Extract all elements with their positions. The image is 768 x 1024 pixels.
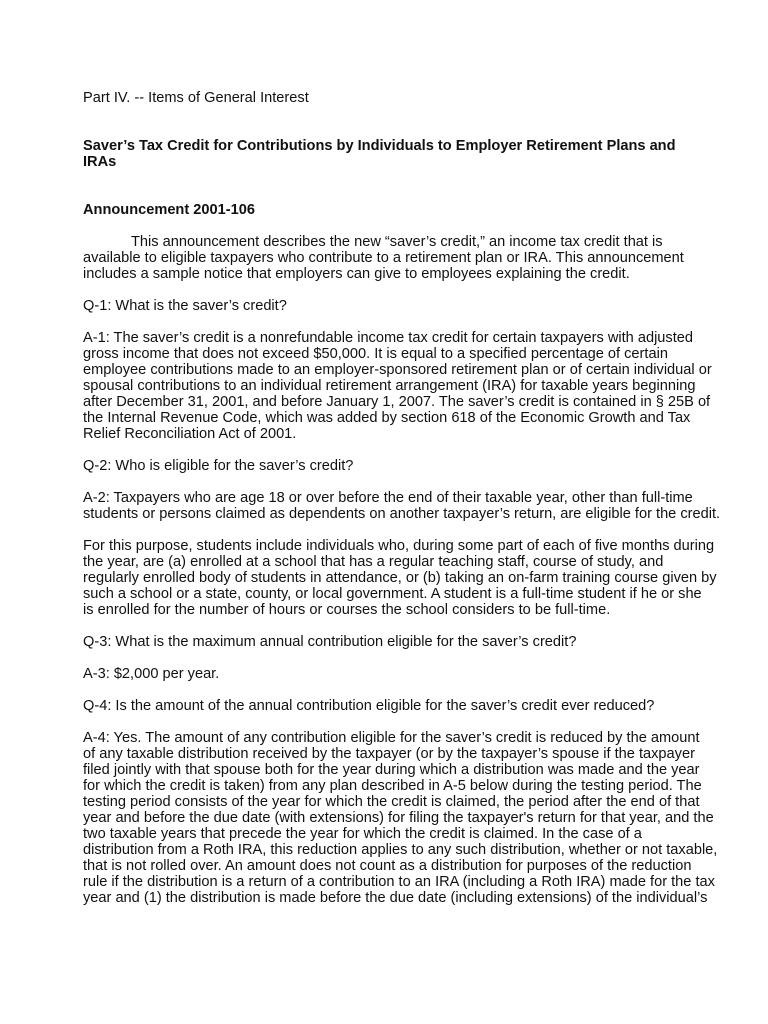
- answer-line: the Internal Revenue Code, which was added by section 618 of the Economic Growth and Tax: [83, 410, 691, 426]
- answer-line: students or persons claimed as dependents on another taxpayer’s return, are eligible for the credit.: [83, 506, 721, 522]
- paragraph-line: regularly enrolled body of students in attendance, or (b) taking an on-farm training course given by: [83, 570, 717, 586]
- intro-line: This announcement describes the new “saver’s credit,” an income tax credit that is: [131, 234, 663, 250]
- answer-line: year and (1) the distribution is made before the due date (including extensions) of the individual’s: [83, 890, 708, 906]
- answer-line: for which the credit is taken) from any plan described in A-5 below during the testing period. The: [83, 778, 702, 794]
- intro-paragraph: [83, 234, 693, 282]
- question-4: Q-4: Is the amount of the annual contribution eligible for the saver’s credit ever reduced?: [83, 698, 655, 714]
- answer-line: A-2: Taxpayers who are age 18 or over before the end of their taxable year, other than full-time: [83, 490, 693, 506]
- part-heading: Part IV. -- Items of General Interest: [83, 90, 309, 106]
- question-3: Q-3: What is the maximum annual contribution eligible for the saver’s credit?: [83, 634, 577, 650]
- answer-4: [83, 730, 718, 906]
- answer-line: A-4: Yes. The amount of any contribution eligible for the saver’s credit is reduced by the amount: [83, 730, 700, 746]
- answer-line: distribution from a Roth IRA, this reduction applies to any such distribution, whether or not taxable,: [83, 842, 718, 858]
- answer-line: rule if the distribution is a return of a contribution to an IRA (including a Roth IRA) made for the tax: [83, 874, 715, 890]
- answer-line: two taxable years that precede the year for which the credit is claimed. In the case of a: [83, 826, 642, 842]
- answer-line: employee contributions made to an employer-sponsored retirement plan or of certain individual or: [83, 362, 712, 378]
- answer-line: testing period consists of the year for which the credit is claimed, the period after the end of that: [83, 794, 700, 810]
- answer-line: year and before the due date (with extensions) for filing the taxpayer's return for that year, and the: [83, 810, 714, 826]
- paragraph-line: For this purpose, students include individuals who, during some part of each of five months during: [83, 538, 715, 554]
- answer-line: gross income that does not exceed $50,000. It is equal to a specified percentage of certain: [83, 346, 668, 362]
- document-page: [83, 90, 721, 922]
- intro-line: includes a sample notice that employers can give to employees explaining the credit.: [83, 266, 630, 282]
- answer-1: [83, 330, 712, 442]
- answer-line: of any taxable distribution received by the taxpayer (or by the taxpayer’s spouse if the taxpayer: [83, 746, 695, 762]
- paragraph-line: is enrolled for the number of hours or courses the school considers to be full-time.: [83, 602, 611, 618]
- students-paragraph: [83, 538, 717, 618]
- question-1: Q-1: What is the saver’s credit?: [83, 298, 287, 314]
- answer-2: [83, 490, 721, 522]
- document-title: Saver’s Tax Credit for Contributions by Individuals to Employer Retirement Plans and IRAs: [83, 138, 676, 170]
- answer-line: that is not rolled over. An amount does not count as a distribution for purposes of the reduction: [83, 858, 692, 874]
- paragraph-line: the year, are (a) enrolled at a school that has a regular teaching staff, course of study, and: [83, 554, 664, 570]
- paragraph-line: such a school or a state, county, or local government. A student is a full-time student if he or she: [83, 586, 702, 602]
- answer-line: A-1: The saver’s credit is a nonrefundable income tax credit for certain taxpayers with adjusted: [83, 330, 694, 346]
- answer-3: A-3: $2,000 per year.: [83, 666, 220, 682]
- answer-line: Relief Reconciliation Act of 2001.: [83, 426, 297, 442]
- answer-line: filed jointly with that spouse both for the year during which a distribution was made and the year: [83, 762, 700, 778]
- announcement-number: Announcement 2001-106: [83, 202, 255, 218]
- intro-line: available to eligible taxpayers who contribute to a retirement plan or IRA. This announcement: [83, 250, 684, 266]
- answer-line: spousal contributions to an individual retirement arrangement (IRA) for taxable years beginning: [83, 378, 696, 394]
- answer-line: after December 31, 2001, and before January 1, 2007. The saver’s credit is contained in § 25B of: [83, 394, 711, 410]
- question-2: Q-2: Who is eligible for the saver’s credit?: [83, 458, 354, 474]
